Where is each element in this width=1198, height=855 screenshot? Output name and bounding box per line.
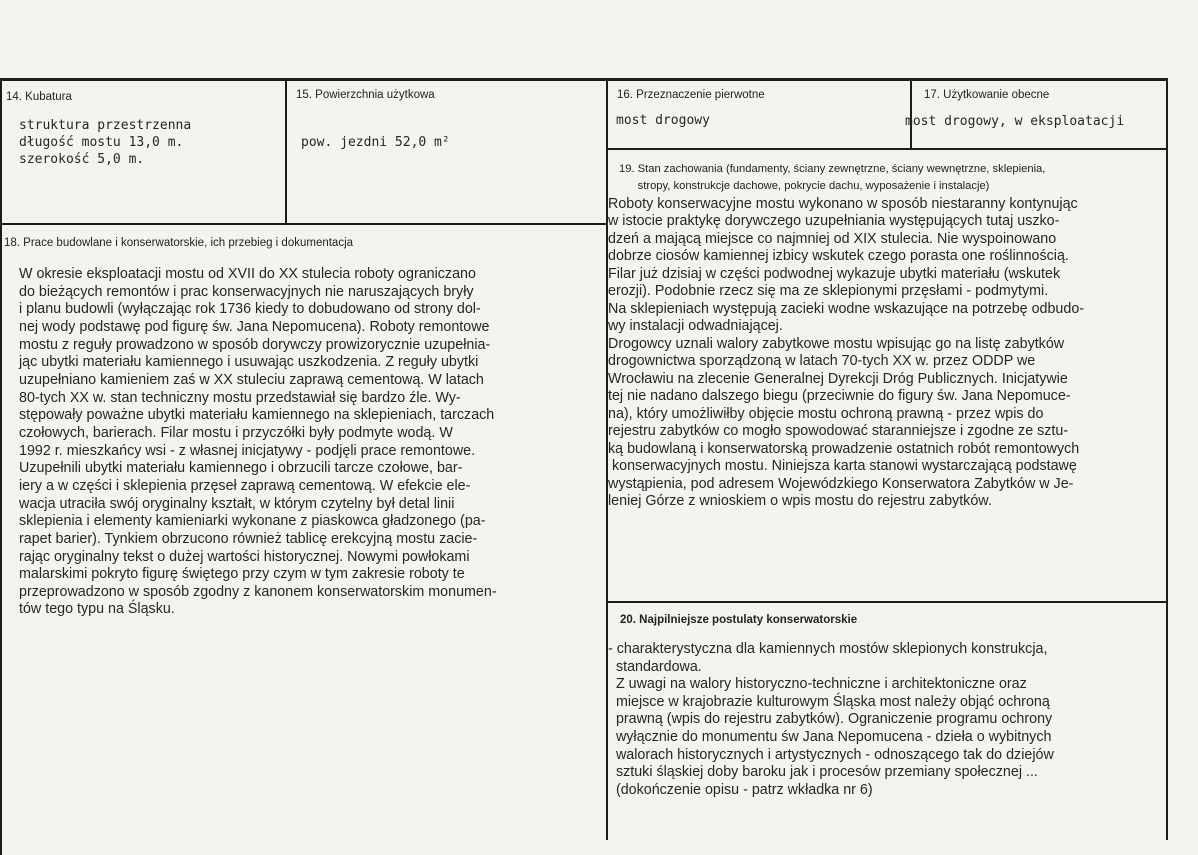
field20-text: - charakterystyczna dla kamiennych mostów sklepionych konstrukcja, standardowa. Z uwagi na walory historyczno-techniczne i architektoniczne oraz miejsce w krajobrazie kulturowym Śląska most należy objąć ochroną prawną (wpis do rejestru zabytków). Ograniczenie programu ochrony wyłącznie do monumentu św Jana Nepomucena - dzieła o wybitnych walorach historycznych i artystycznych - odnoszącego tak do dziejów sztuki śląskiej doby baroku jak i procesów przemiany społecznej ... (dokończenie opisu - patrz wkładka nr 6) bbox=[608, 641, 1054, 798]
field19-header: 19. Stan zachowania (fundamenty, ściany zewnętrzne, ściany wewnętrzne, sklepienia, stropy, konstrukcje dachowe, pokrycie dachu, wyposażenie i instalacje) bbox=[619, 163, 1046, 192]
field14-line-1: struktura przestrzenna bbox=[19, 118, 192, 133]
field16-header: 16. Przeznaczenie pierwotne bbox=[617, 89, 765, 101]
field14-line-3: szerokość 5,0 m. bbox=[19, 152, 145, 167]
field14-line-2: długość mostu 13,0 m. bbox=[19, 135, 184, 150]
field18-text: W okresie eksploatacji mostu od XVII do XX stulecia roboty ograniczano do bieżących remontów i prac konserwacyjnych nie naruszających bryły i planu budowli (wyłączając rok 1736 kiedy to dobudowano od strony dol- nej wody podstawę pod figurę św. Jana Nepomucena). Roboty remontowe mostu z reguły prowadzono w sposób dorywczy prowizorycznie uzupełnia- jąc ubytki materiału kamiennego i usuwając uszkodzenia. Z reguły ubytki uzupełniano kamieniem zaś w XX stuleciu zaprawą cementową. W latach 80-tych XX w. stan techniczny mostu przedstawiał się bardzo źle. Wy- stępowały poważne ubytki materiału kamiennego na sklepieniach, tarczach czołowych, barierach. Filar mostu i przyczółki były podmyte wodą. W 1992 r. mieszkańcy wsi - z własnej inicjatywy - podjęli prace remontowe. Uzupełnili ubytki materiału kamiennego i obrzucili tarcze czołowe, bar- iery a w części i sklepienia przęseł zaprawą cementową. W efekcie ele- wacja utraciła swój oryginalny kształt, w którym czytelny był detal linii sklepienia i elementy kamieniarki wykonane z piaskowca gładzonego (pa- rapet barier). Tynkiem obrzucono również tablicę erekcyjną mostu zacie- rając oryginalny tekst o dużej wartości historycznej. Nowymi powłokami malarskimi pokryto figurę świętego przy czym w tym zakresie roboty te przeprowadzono w sposób zgodny z kanonem konserwatorskim monumen- tów tego typu na Śląsku. bbox=[19, 266, 497, 618]
field17-header: 17. Użytkowanie obecne bbox=[924, 89, 1050, 101]
field17-value: most drogowy, w eksploatacji bbox=[905, 114, 1125, 129]
rule-below-14-15 bbox=[0, 223, 608, 225]
right-border bbox=[1166, 80, 1168, 840]
rule-below-16-17 bbox=[606, 148, 1168, 150]
field15-value: pow. jezdni 52,0 m² bbox=[301, 135, 450, 150]
field20-header: 20. Najpilniejsze postulaty konserwatorskie bbox=[620, 614, 858, 626]
field16-value: most drogowy bbox=[616, 113, 710, 128]
field15-header: 15. Powierzchnia użytkowa bbox=[296, 89, 435, 101]
divider-14-15 bbox=[285, 80, 287, 225]
left-border bbox=[0, 78, 2, 855]
field18-header: 18. Prace budowlane i konserwatorskie, ich przebieg i dokumentacja bbox=[4, 237, 354, 249]
top-rule bbox=[0, 78, 1168, 81]
rule-below-19 bbox=[606, 601, 1168, 603]
field14-header: 14. Kubatura bbox=[6, 91, 72, 103]
field19-text: Roboty konserwacyjne mostu wykonano w sposób niestaranny kontynując w istocie praktykę dorywczego uzupełniania występujących tutaj uszko- dzeń a mającą miejsce co najmniej od XIX stulecia. Nie wyspoinowano dobrze ciosów kamiennej izbicy wskutek czego porasta one roślinnością. Filar już dzisiaj w części podwodnej wykazuje ubytki materiału (wskutek erozji). Podobnie rzecz się ma ze sklepionymi przęsłami - podmytymi. Na sklepieniach występują zacieki wodne wskazujące na potrzebę odbudo- wy instalacji odwadniającej. Drogowcy uznali walory zabytkowe mostu wpisując go na listę zabytków drogownictwa sporządzoną w latach 70-tych XX w. przez ODDP we Wrocławiu na zlecenie Generalnej Dyrekcji Dróg Publicznych. Inicjatywie tej nie nadano dalszego biegu (przeciwnie do figury św. Jana Nepomuce- na), który umożliwiłby objęcie mostu ochroną prawną - przez wpis do rejestru zabytków co mogło spowodować staranniejsze i zgodne ze sztu- ką budowlaną i konserwatorską prowadzenie ostatnich robót remontowych konserwacyjnych mostu. Niniejsza karta stanowi wystarczającą podstawę wystąpienia, pod adresem Wojewódzkiego Konserwatora Zabytków w Je- leniej Górze z wnioskiem o wpis mostu do rejestru zabytków. bbox=[608, 196, 1085, 509]
